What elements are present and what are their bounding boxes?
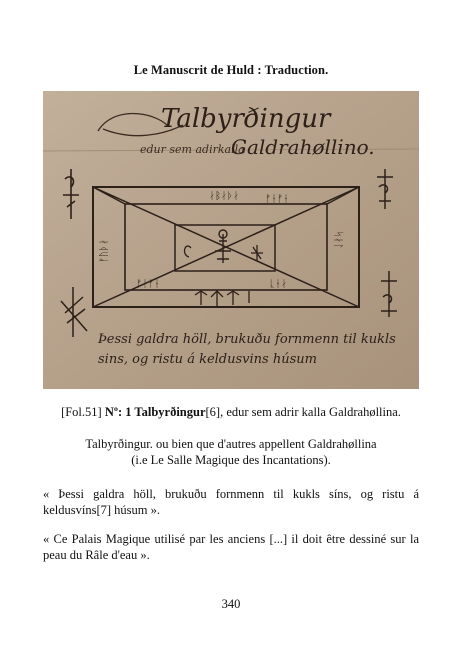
figure-subtitle: edur sem adirkalla [140, 143, 245, 156]
page-header: Le Manuscrit de Huld : Traduction. [133, 63, 329, 77]
script-line-1: Þessi galdra höll, brukuðu fornmenn til kukls [98, 332, 396, 347]
caption-rest: [6], edur sem adrir kalla Galdrahøllina. [205, 405, 401, 419]
figure-title: Talbyrðingur [161, 104, 331, 134]
manuscript-drawing [43, 91, 419, 389]
figure-caption [0, 405, 462, 420]
quote-icelandic: « Þessi galdra höll, brukuðu fornmenn til kukls síns, og ristu á keldusvíns[7] húsum ». [43, 487, 419, 517]
page-number: 340 [221, 597, 241, 611]
rune-right-top: ᚠᛂᚠᛂ [265, 194, 289, 205]
subtitle-block [0, 436, 462, 468]
manuscript-figure [43, 91, 419, 389]
rune-bottom: ᚳᛂᛅ [269, 279, 287, 290]
quote-french: « Ce Palais Magique utilisé par les anciens [...] il doit être dessiné sur la peau du Râle d'eau ». [43, 532, 419, 562]
figure-title-2: Galdrahøllino. [231, 135, 375, 159]
subtitle-line-1: Talbyrðingur. ou bien que d'autres appellent Galdrahøllina [85, 437, 377, 451]
rune-left-bottom: ᚠᛂᚠᛂ [136, 279, 160, 290]
subtitle-line-2: (i.e Le Salle Magique des Incantations). [131, 453, 331, 467]
rune-right: ᛋᛅᛚ [332, 231, 343, 249]
rune-left: ᚠᚢᚦᛅ [99, 239, 110, 263]
caption-number: Nº: 1 Talbyrðingur [104, 405, 206, 419]
rune-top: ᛅᛒᛅᚦᛅ [209, 191, 239, 202]
script-line-2: sins, og ristu á keldusvins húsum [98, 352, 317, 367]
caption-folio: [Fol.51] [61, 405, 105, 419]
